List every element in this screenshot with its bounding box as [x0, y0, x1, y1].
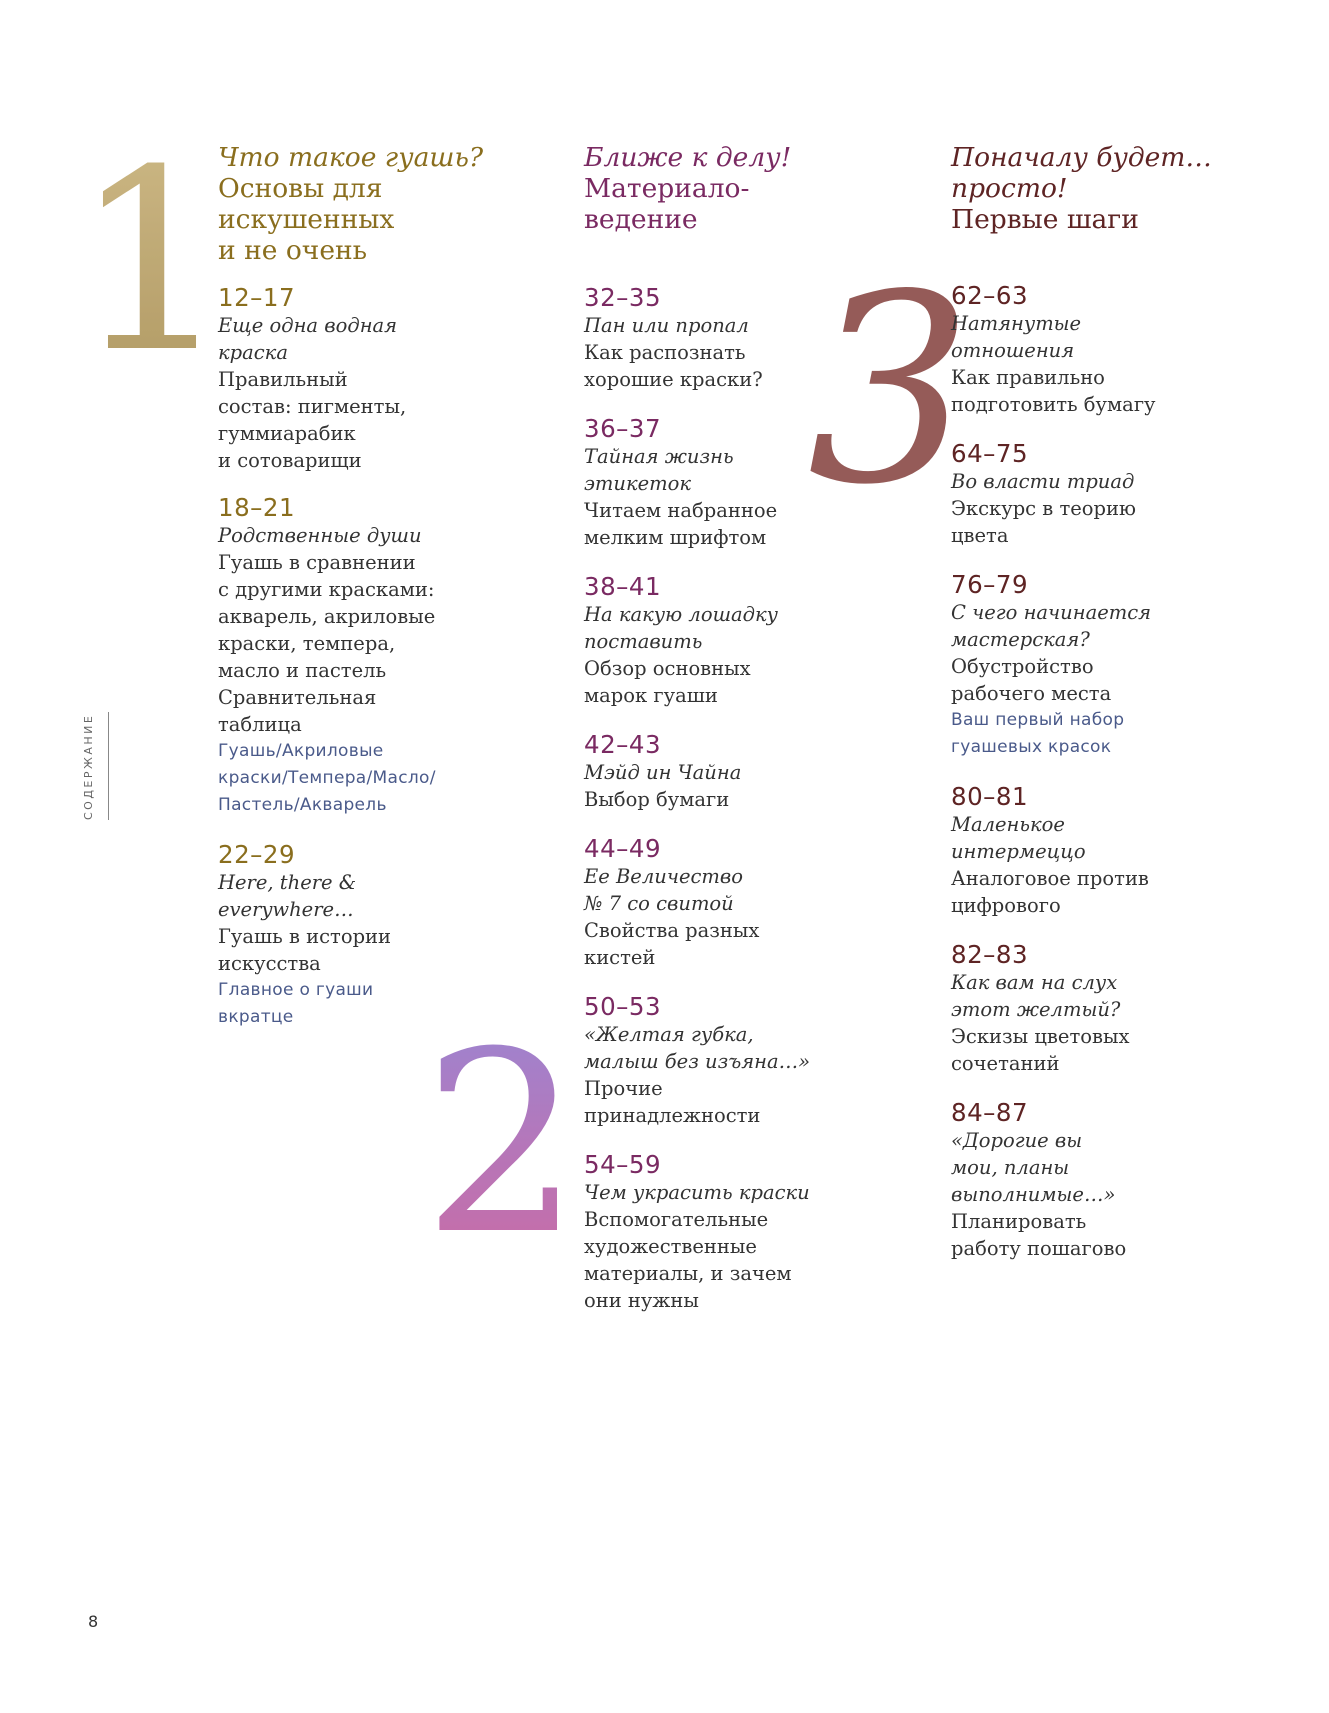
- toc-entry[interactable]: [584, 573, 874, 709]
- entry-desc-line: и сотоварищи: [218, 449, 362, 472]
- toc-entry[interactable]: [584, 1151, 874, 1314]
- entry-desc-line: краски, темпера,: [218, 632, 396, 655]
- entry-title-line: На какую лошадку: [584, 603, 778, 626]
- entry-desc-line: Прочие: [584, 1077, 663, 1100]
- chapter-1-title: [218, 142, 508, 266]
- entry-pages: 76–79: [951, 570, 1029, 599]
- entry-pages: 54–59: [584, 1150, 662, 1179]
- entry-desc-line: состав: пигменты,: [218, 395, 407, 418]
- entry-pages: 84–87: [951, 1098, 1029, 1127]
- chapter-1-title-italic: Что такое гуашь?: [218, 142, 484, 173]
- entry-desc-line: мелким шрифтом: [584, 526, 767, 549]
- entry-pages: 36–37: [584, 414, 662, 443]
- chapter-1-title-line: и не очень: [218, 235, 368, 266]
- entry-title-line: Тайная жизнь: [584, 445, 734, 468]
- entry-desc-line: с другими красками:: [218, 578, 435, 601]
- chapter-1-title-line: Основы для: [218, 173, 383, 204]
- toc-entry[interactable]: [584, 415, 874, 551]
- entry-pages: 44–49: [584, 834, 662, 863]
- toc-entry[interactable]: [218, 494, 508, 819]
- chapter-2-title-line: ведение: [584, 204, 698, 235]
- entry-title-line: краска: [218, 341, 288, 364]
- entry-desc-line: Вспомогательные: [584, 1208, 769, 1231]
- entry-desc-line: они нужны: [584, 1289, 699, 1312]
- toc-entry[interactable]: [218, 841, 508, 1031]
- toc-entry[interactable]: [951, 282, 1251, 418]
- entry-title-line: Мэйд ин Чайна: [584, 761, 742, 784]
- entry-pages: 42–43: [584, 730, 662, 759]
- chapter-2-numeral-glyph: 2: [422, 998, 582, 1289]
- chapter-1-title-line: искушенных: [218, 204, 395, 235]
- side-section-label: СОДЕРЖАНИЕ: [82, 713, 95, 820]
- chapter-1-column: [218, 142, 508, 1031]
- chapter-1-numeral: [72, 116, 232, 407]
- entry-desc-line: материалы, и зачем: [584, 1262, 792, 1285]
- entry-note-line: Ваш первый набор: [951, 710, 1125, 730]
- entry-desc-line: подготовить бумагу: [951, 393, 1156, 416]
- entry-desc-line: Аналоговое против: [951, 867, 1149, 890]
- toc-entry[interactable]: [951, 1099, 1251, 1262]
- entry-desc-line: кистей: [584, 946, 656, 969]
- entry-desc-line: цифрового: [951, 894, 1061, 917]
- entry-title-line: отношения: [951, 339, 1075, 362]
- entry-desc-line: акварель, акриловые: [218, 605, 436, 628]
- entry-desc-line: рабочего места: [951, 682, 1112, 705]
- entry-desc-line: марок гуаши: [584, 684, 718, 707]
- chapter-3-title-italic: просто!: [951, 173, 1068, 204]
- chapter-3-column: [951, 142, 1251, 1262]
- entry-desc-line: принадлежности: [584, 1104, 761, 1127]
- entry-title-line: Родственные души: [218, 524, 422, 547]
- entry-desc-line: Планировать: [951, 1210, 1087, 1233]
- toc-entry[interactable]: [584, 993, 874, 1129]
- entry-desc-line: Читаем набранное: [584, 499, 778, 522]
- entry-pages: 80–81: [951, 782, 1029, 811]
- chapter-1-numeral-glyph: 1: [72, 116, 232, 407]
- entry-pages: 62–63: [951, 281, 1029, 310]
- entry-desc-line: таблица: [218, 713, 302, 736]
- entry-note-line: Гуашь/Акриловые: [218, 741, 384, 761]
- toc-entry[interactable]: [218, 284, 508, 474]
- entry-desc-line: Свойства разных: [584, 919, 760, 942]
- entry-desc-line: Гуашь в сравнении: [218, 551, 416, 574]
- entry-title-line: Во власти триад: [951, 470, 1135, 493]
- entry-title-line: Натянутые: [951, 312, 1082, 335]
- entry-desc-line: Обзор основных: [584, 657, 751, 680]
- entry-desc-line: художественные: [584, 1235, 757, 1258]
- entry-title-line: № 7 со свитой: [584, 892, 734, 915]
- entry-desc-line: гуммиарабик: [218, 422, 356, 445]
- entry-desc-line: Как распознать: [584, 341, 746, 364]
- entry-pages: 38–41: [584, 572, 662, 601]
- entry-note-line: краски/Темпера/Масло/: [218, 768, 436, 788]
- entry-desc-line: Эскизы цветовых: [951, 1025, 1130, 1048]
- chapter-3-title-line: Первые шаги: [951, 204, 1139, 235]
- entry-title-line: выполнимые…»: [951, 1183, 1116, 1206]
- entry-pages: 12–17: [218, 283, 296, 312]
- entry-title-line: этот желтый?: [951, 998, 1121, 1021]
- entry-title-line: everywhere…: [218, 898, 354, 921]
- entry-title-line: Чем украсить краски: [584, 1181, 810, 1204]
- toc-entry[interactable]: [951, 783, 1251, 919]
- entry-note-line: Главное о гуаши: [218, 980, 374, 1000]
- entry-desc-line: Обустройство: [951, 655, 1094, 678]
- entry-title-line: Еще одна водная: [218, 314, 398, 337]
- entry-desc-line: Гуашь в истории: [218, 925, 392, 948]
- entry-desc-line: Выбор бумаги: [584, 788, 730, 811]
- toc-entry[interactable]: [584, 284, 874, 393]
- entry-desc-line: цвета: [951, 524, 1009, 547]
- toc-entry[interactable]: [951, 941, 1251, 1077]
- entry-note-line: гуашевых красок: [951, 737, 1112, 757]
- entry-title-line: С чего начинается: [951, 601, 1152, 624]
- entry-pages: 50–53: [584, 992, 662, 1021]
- entry-title-line: мои, планы: [951, 1156, 1070, 1179]
- toc-entry[interactable]: [584, 731, 874, 813]
- chapter-2-title: [584, 142, 874, 235]
- entry-title-line: поставить: [584, 630, 703, 653]
- entry-title-line: этикеток: [584, 472, 692, 495]
- toc-entry[interactable]: [584, 835, 874, 971]
- entry-note-line: Пастель/Акварель: [218, 795, 387, 815]
- entry-desc-line: Экскурс в теорию: [951, 497, 1136, 520]
- entry-title-line: Как вам на слух: [951, 971, 1118, 994]
- entry-title-line: Ее Величество: [584, 865, 743, 888]
- entry-title-line: «Дорогие вы: [951, 1129, 1083, 1152]
- entry-desc-line: работу пошагово: [951, 1237, 1127, 1260]
- chapter-2-title-line: Материало-: [584, 173, 750, 204]
- chapter-3-title-italic: Поначалу будет…: [951, 142, 1212, 173]
- entry-title-line: мастерская?: [951, 628, 1090, 651]
- entry-title-line: Here, there &: [218, 871, 357, 894]
- entry-desc-line: Правильный: [218, 368, 348, 391]
- chapter-2-numeral: [422, 998, 582, 1289]
- entry-pages: 32–35: [584, 283, 662, 312]
- entry-title-line: малыш без изъяна…»: [584, 1050, 811, 1073]
- entry-pages: 18–21: [218, 493, 296, 522]
- toc-entry[interactable]: [951, 571, 1251, 761]
- entry-title-line: Маленькое: [951, 813, 1065, 836]
- entry-desc-line: искусства: [218, 952, 321, 975]
- entry-pages: 64–75: [951, 439, 1029, 468]
- entry-note-line: вкратце: [218, 1007, 294, 1027]
- entry-title-line: «Желтая губка,: [584, 1023, 754, 1046]
- side-rule: [108, 712, 109, 820]
- entry-desc-line: хорошие краски?: [584, 368, 763, 391]
- entry-pages: 82–83: [951, 940, 1029, 969]
- entry-desc-line: масло и пастель: [218, 659, 387, 682]
- entry-title-line: Пан или пропал: [584, 314, 749, 337]
- page-number: 8: [88, 1612, 99, 1631]
- chapter-3-numeral-glyph: 3: [807, 240, 973, 542]
- chapter-2-column: [584, 142, 874, 1314]
- entry-desc-line: Сравнительная: [218, 686, 377, 709]
- entry-pages: 22–29: [218, 840, 296, 869]
- entry-title-line: интермеццо: [951, 840, 1086, 863]
- chapter-2-title-italic: Ближе к делу!: [584, 142, 792, 173]
- entry-desc-line: Как правильно: [951, 366, 1105, 389]
- chapter-3-title: [951, 142, 1251, 235]
- entry-desc-line: сочетаний: [951, 1052, 1060, 1075]
- toc-entry[interactable]: [951, 440, 1251, 549]
